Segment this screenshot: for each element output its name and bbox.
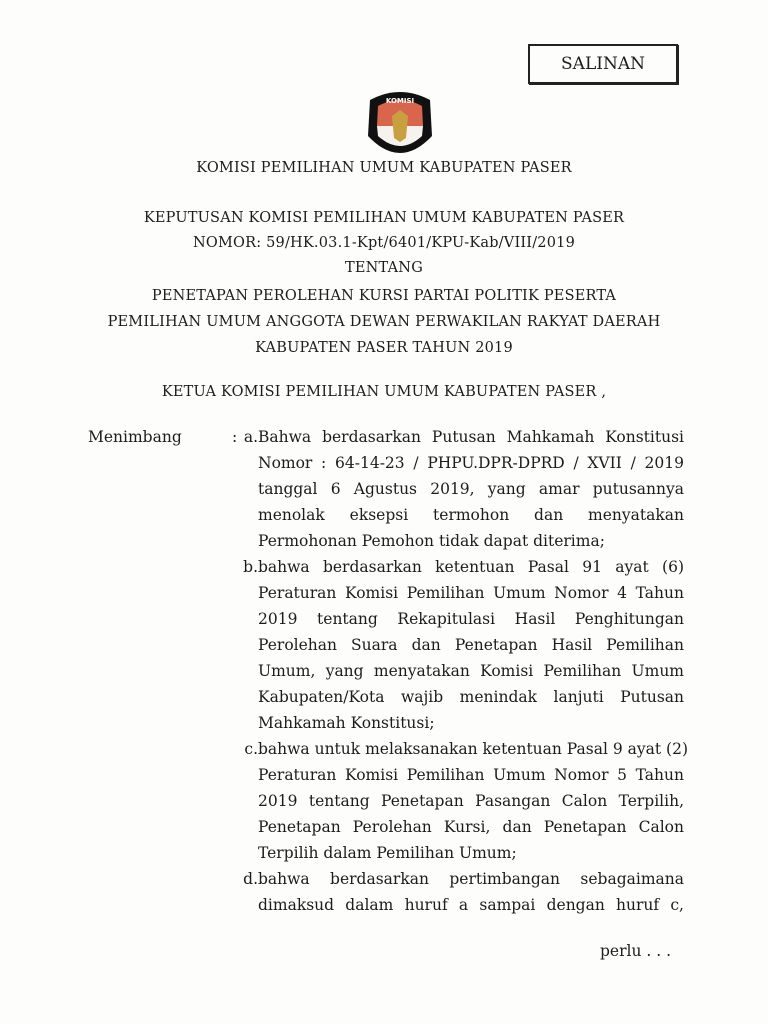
subject-line-3: KABUPATEN PASER TAHUN 2019 (255, 340, 513, 356)
svg-text:KOMISI: KOMISI (385, 97, 415, 105)
salinan-stamp: SALINAN (528, 44, 678, 84)
item-text-line: Terpilih dalam Pemilihan Umum; (258, 844, 517, 862)
ketua-heading: KETUA KOMISI PEMILIHAN UMUM KABUPATEN PASER , (161, 384, 607, 400)
item-text-line: Peraturan Komisi Pemilihan Umum Nomor 5 Tahun (258, 766, 684, 784)
subject-line-2: PEMILIHAN UMUM ANGGOTA DEWAN PERWAKILAN RAKYAT DAERAH (107, 314, 661, 330)
institution-name: KOMISI PEMILIHAN UMUM KABUPATEN PASER (196, 160, 572, 176)
item-text-line: Bahwa berdasarkan Putusan Mahkamah Konstitusi (258, 428, 684, 446)
item-marker: a. (243, 428, 258, 446)
item-text-line: Umum, yang menyatakan Komisi Pemilihan Umum (258, 662, 684, 680)
item-text-line: 2019 tentang Rekapitulasi Hasil Penghitungan (258, 610, 684, 628)
item-marker: b. (243, 558, 258, 576)
kpu-logo (362, 86, 438, 162)
item-text-line: Kabupaten/Kota wajib menindak lanjuti Putusan (258, 688, 684, 706)
item-text-line: bahwa berdasarkan pertimbangan sebagaimana (258, 870, 684, 888)
subject-line-1: PENETAPAN PEROLEHAN KURSI PARTAI POLITIK PESERTA (151, 288, 617, 304)
decree-title: KEPUTUSAN KOMISI PEMILIHAN UMUM KABUPATEN PASER (143, 210, 625, 226)
item-text-line: bahwa berdasarkan ketentuan Pasal 91 ayat (6) (258, 558, 684, 576)
continuation-text: perlu . . . (600, 942, 672, 960)
item-text-line: Penetapan Perolehan Kursi, dan Penetapan Calon (258, 818, 684, 836)
item-text-line: bahwa untuk melaksanakan ketentuan Pasal 9 ayat (2) (258, 740, 689, 758)
item-text-line: dimaksud dalam huruf a sampai dengan huruf c, (258, 896, 684, 914)
item-text-line: Nomor : 64-14-23 / PHPU.DPR-DPRD / XVII / 2019 (258, 454, 684, 472)
item-text-line: Permohonan Pemohon tidak dapat diterima; (258, 532, 605, 550)
item-text-line: Mahkamah Konstitusi; (258, 714, 435, 732)
menimbang-colon: : (232, 428, 238, 446)
menimbang-label: Menimbang (88, 428, 182, 446)
item-marker: d. (243, 870, 258, 888)
item-text-line: menolak eksepsi termohon dan menyatakan (258, 506, 684, 524)
item-text-line: 2019 tentang Penetapan Pasangan Calon Terpilih, (258, 792, 684, 810)
item-marker: c. (244, 740, 258, 758)
decree-number: NOMOR: 59/HK.03.1-Kpt/6401/KPU-Kab/VIII/2019 (192, 235, 576, 251)
tentang-heading: TENTANG (345, 260, 423, 276)
item-text-line: tanggal 6 Agustus 2019, yang amar putusannya (258, 480, 684, 498)
item-text-line: Perolehan Suara dan Penetapan Hasil Pemilihan (258, 636, 684, 654)
item-text-line: Peraturan Komisi Pemilihan Umum Nomor 4 Tahun (258, 584, 684, 602)
